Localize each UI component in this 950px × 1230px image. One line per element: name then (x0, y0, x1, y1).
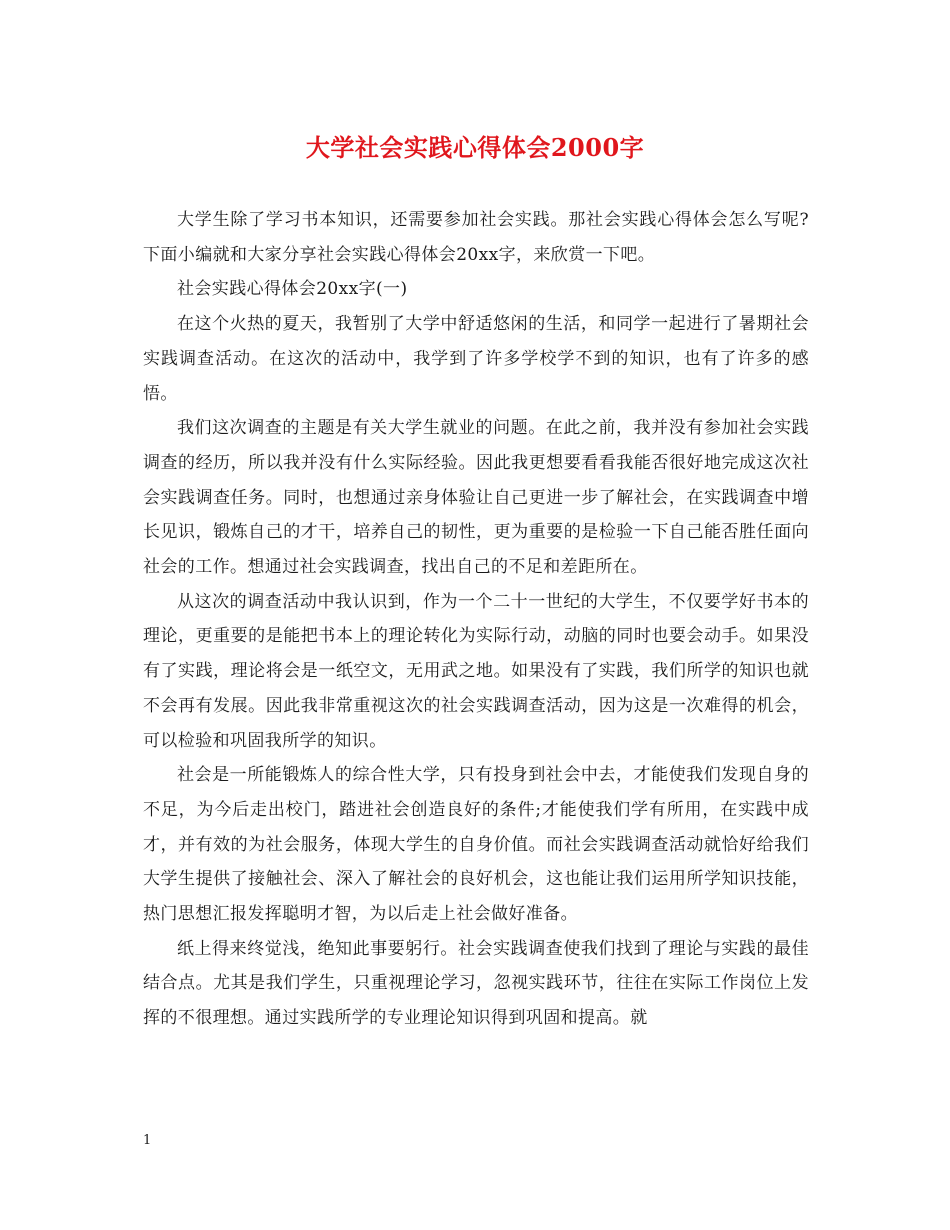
paragraph-intro: 大学生除了学习书本知识，还需要参加社会实践。那社会实践心得体会怎么写呢?下面小编就和大家分享社会实践心得体会20xx字，来欣赏一下吧。 (143, 210, 809, 265)
document-body (143, 203, 809, 1036)
document-title: 大学社会实践心得体会2000字 (305, 133, 645, 162)
page-number: 1 (143, 1133, 152, 1148)
paragraph: 在这个火热的夏天，我暂别了大学中舒适悠闲的生活，和同学一起进行了暑期社会实践调查活动。在这次的活动中，我学到了许多学校学不到的知识，也有了许多的感悟。 (143, 314, 809, 404)
paragraph: 纸上得来终觉浅，绝知此事要躬行。社会实践调查使我们找到了理论与实践的最佳结合点。尤其是我们学生，只重视理论学习，忽视实践环节，往往在实际工作岗位上发挥的不很理想。通过实践所学的专业理论知识得到巩固和提高。就 (143, 938, 809, 1029)
section-heading: 社会实践心得体会20xx字(一) (177, 279, 408, 300)
paragraph: 我们这次调查的主题是有关大学生就业的问题。在此之前，我并没有参加社会实践调查的经历，所以我并没有什么实际经验。因此我更想要看看我能否很好地完成这次社会实践调查任务。同时，也想通过亲身体验让自己更进一步了解社会，在实践调查中增长见识，锻炼自己的才干，培养自己的韧性，更为重要的是检验一下自己能否胜任面向社会的工作。想通过社会实践调查，找出自己的不足和差距所在。 (143, 418, 809, 578)
paragraph: 社会是一所能锻炼人的综合性大学，只有投身到社会中去，才能使我们发现自身的不足，为今后走出校门，踏进社会创造良好的条件;才能使我们学有所用，在实践中成才，并有效的为社会服务，体现大学生的自身价值。而社会实践调查活动就恰好给我们大学生提供了接触社会、深入了解社会的良好机会，这也能让我们运用所学知识技能，热门思想汇报发挥聪明才智，为以后走上社会做好准备。 (143, 765, 809, 925)
paragraph: 从这次的调查活动中我认识到，作为一个二十一世纪的大学生，不仅要学好书本的理论，更重要的是能把书本上的理论转化为实际行动，动脑的同时也要会动手。如果没有了实践，理论将会是一纸空文，无用武之地。如果没有了实践，我们所学的知识也就不会再有发展。因此我非常重视这次的社会实践调查活动，因为这是一次难得的机会，可以检验和巩固我所学的知识。 (143, 591, 809, 751)
